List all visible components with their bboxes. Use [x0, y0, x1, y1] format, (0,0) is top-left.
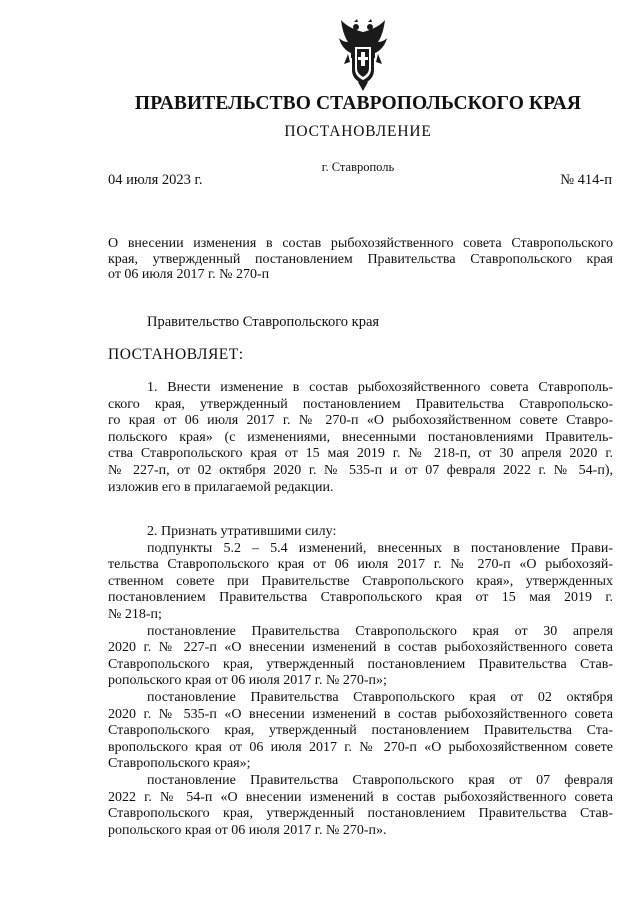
- text-line: 2022 г. № 54-п «О внесении изменений в состав рыбохозяйственного совета: [108, 789, 613, 805]
- government-title: ПРАВИТЕЛЬСТВО СТАВРОПОЛЬСКОГО КРАЯ: [134, 93, 582, 114]
- text-line: постановление Правительства Ставропольского края от 30 апреля: [147, 623, 613, 639]
- text-line: ственном совете при Правительстве Ставропольского края», утвержденных: [108, 573, 613, 589]
- text-line: № 218-п;: [108, 606, 162, 622]
- text-line: го края от 06 июля 2017 г. № 270-п «О рыбохозяйственном совете Ставро-: [108, 413, 613, 429]
- text-line: постановление Правительства Ставропольского края от 02 октября: [147, 689, 613, 705]
- document-type: ПОСТАНОВЛЕНИЕ: [284, 123, 432, 140]
- text-line: ства Ставропольского края от 15 мая 2019 г. № 218-п, от 30 апреля 2020 г.: [108, 446, 613, 462]
- text-line: постановлением Правительства Ставропольского края от 15 мая 2019 г.: [108, 590, 613, 606]
- text-line: 2. Признать утратившими силу:: [147, 524, 337, 539]
- issue-city: г. Ставрополь: [321, 160, 395, 174]
- text-line: 1. Внести изменение в состав рыбохозяйственного совета Ставрополь-: [147, 380, 613, 395]
- text-line: изложив его в прилагаемой редакции.: [108, 479, 334, 495]
- document-date: 04 июля 2023 г.: [108, 172, 203, 188]
- text-line: ропольского края от 06 июля 2017 г. № 270-п»;: [108, 673, 387, 689]
- paragraph-1: [108, 380, 613, 496]
- subject-line: О внесении изменения в состав рыбохозяйственного совета Ставропольского: [108, 236, 613, 251]
- subject-line: края, утвержденный постановлением Правительства Ставропольского края: [108, 251, 613, 267]
- document-number: № 414-п: [560, 172, 612, 188]
- text-line: Ставропольского края, утвержденный постановлением Правительства Став-: [108, 656, 613, 672]
- text-line: Ставропольского края, утвержденный постановлением Правительства Ста-: [108, 723, 613, 739]
- text-line: 2020 г. № 535-п «О внесении изменений в состав рыбохозяйственного совета: [108, 706, 613, 722]
- text-line: тельства Ставропольского края от 06 июля 2017 г. № 270-п «О рыбохозяй-: [108, 557, 613, 573]
- text-line: 2020 г. № 227-п «О внесении изменений в состав рыбохозяйственного совета: [108, 640, 613, 656]
- document-subject: [108, 236, 613, 283]
- text-line: вропольского края от 06 июля 2017 г. № 270-п «О рыбохозяйственном совете: [108, 739, 613, 755]
- text-line: постановление Правительства Ставропольского края от 07 февраля: [147, 772, 613, 788]
- subject-line: от 06 июля 2017 г. № 270-п: [108, 267, 270, 282]
- text-line: Ставропольского края, утвержденный постановлением Правительства Став-: [108, 806, 613, 822]
- text-line: ского края, утвержденный постановлением Правительства Ставропольско-: [108, 396, 613, 412]
- text-line: польского края» (с изменениями, внесенными постановлениями Правитель-: [108, 429, 613, 445]
- coat-of-arms-icon: [338, 18, 388, 92]
- text-line: подпункты 5.2 – 5.4 изменений, внесенных в постановление Прави-: [147, 540, 613, 556]
- text-line: ропольского края от 06 июля 2017 г. № 270-п».: [108, 822, 387, 838]
- issuing-authority: Правительство Ставропольского края: [147, 314, 380, 330]
- text-line: Ставропольского края»;: [108, 756, 251, 772]
- decree-heading: ПОСТАНОВЛЯЕТ:: [108, 346, 244, 363]
- text-line: № 227-п, от 02 октября 2020 г. № 535-п и от 07 февраля 2022 г. № 54-п),: [108, 462, 613, 478]
- paragraph-2: [108, 524, 613, 839]
